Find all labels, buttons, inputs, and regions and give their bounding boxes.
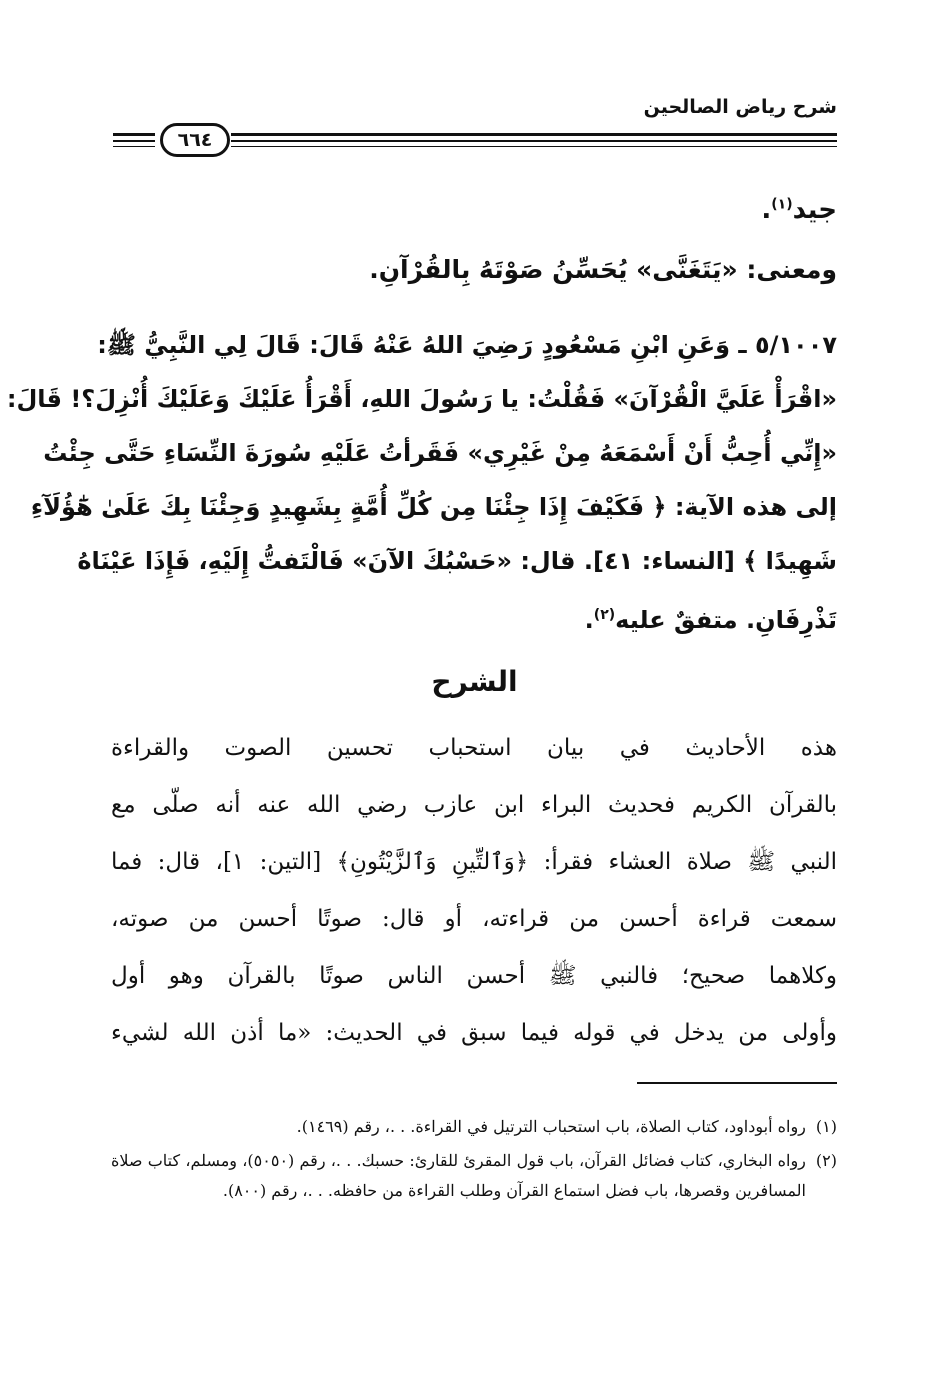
footnote-text: رواه البخاري، كتاب فضائل القرآن، باب قول المقرئ للقارئ: حسبك. . .، رقم (٥٠٥٠)، ومسلم، كتاب صلاة المسافرين وقصرها، باب فضل استماع القرآن وطلب القراءة من حافظه. . .، رقم (٨٠٠). — [111, 1151, 806, 1200]
hadith-line: شَهِيدًا ﴾ [النساء: ٤١]. قال: «حَسْبُكَ الآنَ» فَالْتَفتُّ إِلَيْهِ، فَإِذَا عَيْنَاهُ — [77, 547, 837, 575]
commentary-line: النبي ﷺ صلاة العشاء فقرأ: ﴿وَٱلتِّينِ وَٱلزَّيْتُونِ﴾ [التين: ١]، قال: فما — [111, 849, 837, 875]
commentary-line: سمعت قراءة أحسن من قراءته، أو قال: صوتًا أحسن من صوته، — [111, 906, 837, 932]
commentary-line: وأولى من يدخل في قوله فيما سبق في الحديث: «ما أذن الله لشيء — [111, 1020, 837, 1046]
commentary-line: وكلاهما صحيح؛ فالنبي ﷺ أحسن الناس صوتًا بالقرآن وهو أول — [111, 963, 837, 989]
footnote-divider — [637, 1082, 837, 1084]
hadith-end: . — [584, 606, 594, 634]
text-jayyid: جيد — [792, 195, 837, 225]
footnote-ref: (١) — [771, 196, 793, 213]
commentary-line: بالقرآن الكريم فحديث البراء ابن عازب رضي الله عنه أنه صلّى مع — [111, 792, 837, 818]
hadith-line: إلى هذه الآية: ﴿ فَكَيْفَ إِذَا جِئْنَا مِن كُلِّ أُمَّةٍ بِشَهِيدٍ وَجِئْنَا بِكَ عَلَىٰ هَٰٓؤُلَآءِ — [30, 493, 837, 521]
footnote — [111, 1112, 837, 1142]
footnote-number: (٢) — [815, 1151, 837, 1170]
footnotes — [111, 1112, 837, 1206]
text-line-meaning: ومعنى: «يَتَغَنَّى» يُحَسِّنُ صَوْتَهُ بِالقُرْآنِ. — [369, 255, 837, 284]
running-title: شرح رياض الصالحين — [643, 96, 837, 118]
header-rule — [113, 140, 155, 142]
text-line — [761, 195, 837, 225]
footnote-text: رواه أبوداود، كتاب الصلاة، باب استحباب الترتيل في القراءة. . .، رقم (١٤٦٩). — [296, 1117, 806, 1136]
commentary-block — [111, 720, 837, 1062]
hadith-text: تَذْرِفَانِ. متفقٌ عليه — [615, 606, 837, 634]
footnote-ref: (٢) — [593, 607, 616, 623]
hadith-line: ٥/١٠٠٧ ـ وَعَنِ ابْنِ مَسْعُودٍ رَضِيَ اللهُ عَنْهُ قَالَ: قَالَ لِي النَّبِيُّ ﷺ: — [97, 331, 837, 359]
footnote-number: (١) — [815, 1117, 837, 1136]
hadith-line: «إِنِّي أُحِبُّ أَنْ أَسْمَعَهُ مِنْ غَيْرِي» فَقَرأتُ عَلَيْهِ سُورَةَ النِّسَاءِ حَتَّى جِئْتُ — [43, 439, 837, 467]
commentary-line: هذه الأحاديث في بيان استحباب تحسين الصوت والقراءة — [111, 735, 837, 761]
header-rule — [231, 140, 837, 142]
header-rule — [113, 146, 155, 147]
page-number: ٦٦٤ — [160, 123, 230, 157]
hadith-block — [6, 318, 837, 647]
hadith-line: «اقْرَأْ عَلَيَّ الْقُرْآنَ» فَقُلْتُ: يا رَسُولَ اللهِ، أَقْرَأُ عَلَيْكَ وَعَلَيْكَ أُنْزِلَ؟! قَالَ: — [6, 385, 837, 413]
text-jayyid-end: . — [761, 195, 772, 225]
hadith-line-last — [111, 588, 837, 647]
header-rule — [231, 133, 837, 136]
header-rule — [231, 146, 837, 147]
section-title: الشرح — [431, 665, 518, 698]
footnote — [111, 1146, 837, 1206]
header-rule — [113, 133, 155, 136]
